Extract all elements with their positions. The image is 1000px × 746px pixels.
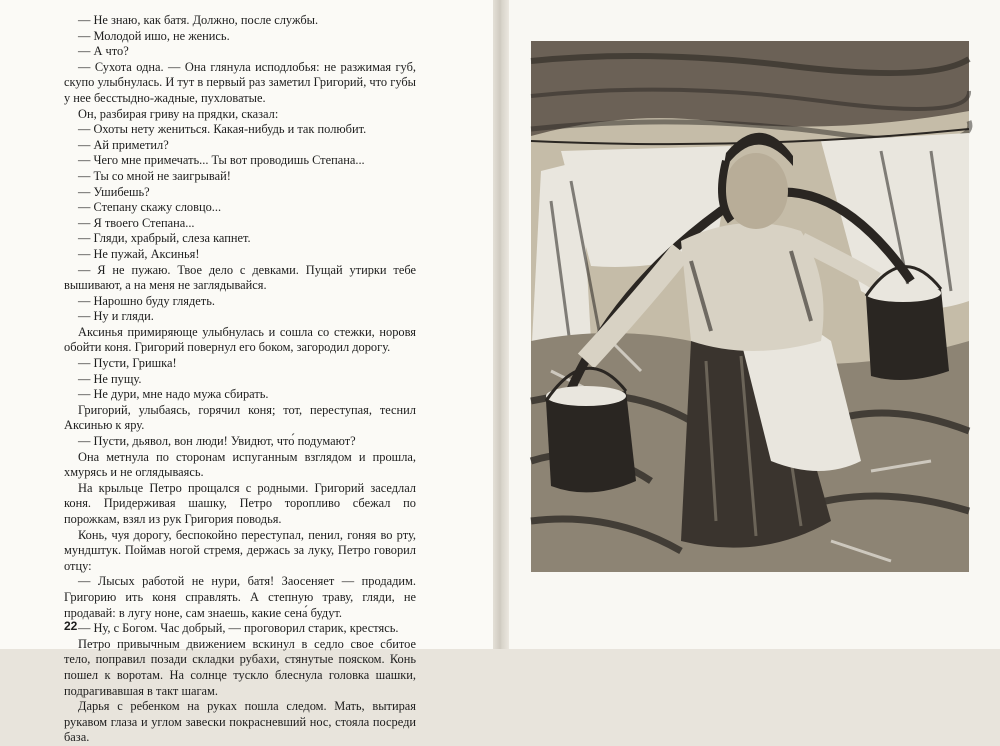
right-page [509,0,1000,649]
text-paragraph: — А что? [78,44,129,59]
book-gutter [493,0,509,649]
text-paragraph: Григорий, улыбаясь, горячил коня; тот, переступая, теснил Аксинью к яру. [64,402,416,433]
text-paragraph: — Степану скажу словцо... [78,200,222,215]
text-block [64,13,416,746]
text-paragraph: — Пусти, дьявол, вон люди! Увидют, что́ подумают? [78,434,356,449]
text-paragraph: Она метнула по сторонам испуганным взглядом и прошла, хмурясь и не оглядываясь. [64,449,416,480]
text-paragraph: — Пусти, Гришка! [78,356,177,371]
text-paragraph: — Чего мне примечать... Ты вот проводишь Степана... [78,153,365,168]
illustration-drawing [531,41,969,572]
text-paragraph: Дарья с ребенком на руках пошла следом. Мать, вытирая рукавом глаза и углом завески покрасневший нос, стояла посреди база. [64,699,416,745]
text-paragraph: — Не пущу. [78,371,142,386]
text-paragraph: — Ну и гляди. [78,309,154,324]
text-paragraph: — Ты со мной не заигрывай! [78,168,231,183]
text-paragraph: Конь, чуя дорогу, беспокойно переступал, пенил, гоняя во рту, мундштук. Поймав ногой стремя, держась за луку, Петро говорил отцу: [64,527,416,573]
text-paragraph: — Молодой ишо, не женись. [78,28,230,43]
text-paragraph: — Сухота одна. — Она глянула исподлобья: не разжимая губ, скупо улыбнулась. И тут в первый раз заметил Григорий, что губы у нее бесстыдно-жадные, пухловатые. [64,59,416,105]
left-page [0,0,493,745]
text-paragraph: — Нарошно буду глядеть. [78,293,215,308]
text-paragraph: Он, разбирая гриву на прядки, сказал: [78,106,279,121]
text-paragraph: — Я не пужаю. Твое дело с девками. Пущай утирки тебе вышивают, а на меня не заглядывайся. [64,262,416,293]
text-paragraph: — Лысых работой не нури, батя! Заосеняет — продадим. Григорию ить коня справлять. А степную траву, гляди, не продавай: в лугу ноне, сам знаешь, какие сена́ будут. [64,574,416,620]
text-paragraph: На крыльце Петро прощался с родными. Григорий заседлал коня. Придерживая шашку, Петро торопливо сбежал по порожкам, взял из рук Григория поводья. [64,480,416,526]
text-paragraph: — Не пужай, Аксинья! [78,246,200,261]
text-paragraph: — Ай приметил? [78,137,169,152]
page-number: 22 [64,619,78,633]
illustration [531,41,969,572]
text-paragraph: — Ушибешь? [78,184,150,199]
text-paragraph: Петро привычным движением вскинул в седло свое сбитое тело, поправил позади складки рубахи, стянутые пояском. Конь пошел к воротам. На солнце тускло блеснула головка шашки, подрагивавшая в такт шагам. [64,636,416,698]
text-paragraph: — Охоты нету жениться. Какая-нибудь и так полюбит. [78,122,367,137]
text-paragraph: Аксинья примиряюще улыбнулась и сошла со стежки, норовя обойти коня. Григорий повернул его боком, загородил дорогу. [64,324,416,355]
text-paragraph: — Я твоего Степана... [78,215,195,230]
text-paragraph: — Гляди, храбрый, слеза капнет. [78,231,251,246]
text-paragraph: — Не дури, мне надо мужа сбирать. [78,387,269,402]
text-paragraph: — Ну, с Богом. Час добрый, — проговорил старик, крестясь. [78,621,399,636]
text-paragraph: — Не знаю, как батя. Должно, после службы. [78,13,319,27]
